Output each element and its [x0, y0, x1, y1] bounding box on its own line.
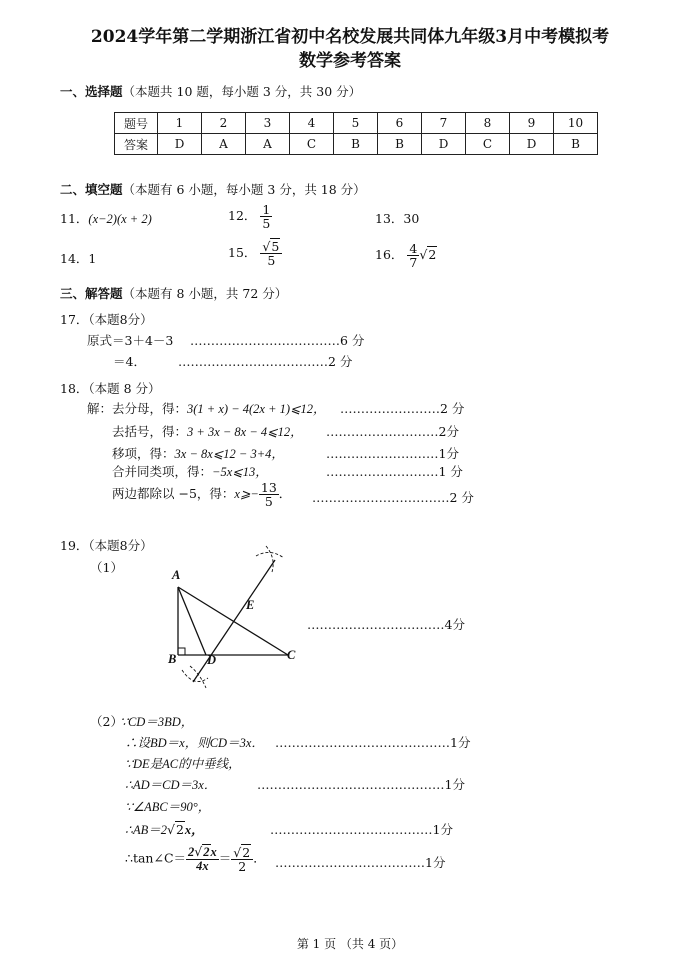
q17-line2: ＝4． — [113, 354, 146, 369]
q14-answer: 1 — [88, 251, 97, 266]
q16-den: 7 — [409, 255, 418, 271]
q11 — [60, 209, 152, 227]
q15-label: 15． — [228, 245, 257, 261]
q19-part2-line4: ∴AD＝CD＝3x． — [125, 778, 217, 792]
q19-line7-equals: ＝ — [218, 850, 232, 866]
q19-line7-den1: 4x — [196, 859, 209, 874]
q19-line6-radicand: 2 — [175, 822, 184, 837]
answer-cell: C — [466, 134, 510, 155]
q18-step1-prefix: 解：去分母，得： — [87, 401, 188, 416]
title-line-1: 2024学年第二学期浙江省初中名校发展共同体九年级3月中考模拟考 — [90, 27, 610, 47]
answer-cell: D — [510, 134, 554, 155]
q14-label: 14． — [60, 251, 89, 266]
q18-step3-prefix: 移项，得： — [112, 446, 175, 461]
q14 — [60, 249, 96, 267]
q19-line7-num1: 2√2x — [188, 844, 217, 859]
q19-line7-den2: 2 — [238, 858, 247, 874]
answer-table — [114, 112, 598, 155]
q19-part2-line5: ∵∠ABC＝90°， — [125, 800, 211, 814]
q18-step4 — [112, 462, 268, 480]
q16-label: 16． — [375, 247, 404, 263]
question-number: 5 — [334, 113, 378, 134]
q19-part2-label: （2） — [90, 714, 123, 729]
q19-geometry-figure — [160, 542, 310, 692]
segment-ad — [178, 587, 206, 655]
point-a-label: A — [172, 568, 181, 582]
q12-label: 12． — [228, 208, 257, 224]
q15-den: 5 — [267, 253, 276, 269]
construction-arc-top-1 — [256, 552, 284, 558]
question-number: 10 — [554, 113, 598, 134]
question-number: 6 — [378, 113, 422, 134]
point-b-label: B — [168, 652, 177, 666]
point-c-label: C — [287, 648, 296, 662]
question-number: 9 — [510, 113, 554, 134]
q18-step5-den: 5 — [264, 494, 273, 510]
q18-step4-score: ………………………1 分 — [326, 464, 463, 479]
question-number: 2 — [202, 113, 246, 134]
answer-cell: A — [202, 134, 246, 155]
answer-table-answer-row — [115, 134, 598, 155]
q19-part1-score: ……………………………4分 — [307, 617, 465, 632]
q13-label: 13． — [375, 211, 404, 226]
q15-num: √5 — [260, 240, 282, 254]
answer-cell: D — [422, 134, 466, 155]
q19-part2-line7 — [125, 845, 266, 873]
q17-line2-score: ………………………………2 分 — [178, 354, 353, 369]
q17-line1: 原式＝3＋4－3 — [87, 333, 174, 348]
q18-step5-fraction — [259, 481, 279, 508]
q19-line6-prefix: ∴AB＝2 — [125, 823, 167, 837]
q18-label: 18．（本题 8 分） — [60, 381, 161, 396]
answer-cell: B — [378, 134, 422, 155]
q18-step4-math: −5x⩽13， — [212, 465, 268, 479]
q19-line7-num-x: x — [210, 845, 217, 859]
q18-step2-math: 3 + 3x − 8x − 4⩽12， — [187, 425, 303, 439]
q12-fraction — [260, 203, 272, 230]
q18-step1-score: ……………………2 分 — [340, 401, 465, 416]
q16-sqrt: √2 — [419, 247, 437, 263]
q18-step4-prefix: 合并同类项，得： — [112, 464, 213, 479]
q15-fraction — [260, 240, 282, 267]
q19-line7-fraction2 — [231, 846, 253, 873]
q18-step5-score: ……………………………2 分 — [312, 490, 474, 505]
q12-num: 1 — [262, 202, 271, 217]
q16-num: 4 — [409, 241, 418, 256]
section3-note: （本题有 8 小题，共 72 分） — [122, 286, 288, 301]
q19-part2-line7-score: ………………………………1分 — [275, 855, 446, 870]
q19-line7-num-coef: 2 — [188, 845, 195, 859]
q16-radicand: 2 — [428, 247, 437, 263]
section1-heading-row — [60, 82, 361, 100]
q18-step3-math: 3x − 8x⩽12 − 3+4， — [174, 447, 284, 461]
q18-step2 — [112, 422, 303, 440]
construction-arc-bottom-2 — [190, 666, 206, 688]
title-line-2: 数学参考答案 — [299, 51, 401, 71]
q18-step2-score: ………………………2分 — [326, 424, 459, 439]
segment-ac — [178, 587, 288, 655]
q13 — [375, 209, 419, 227]
q17-line1-score: ………………………………6 分 — [190, 333, 365, 348]
q19-part2-line6 — [125, 820, 204, 838]
question-number: 1 — [158, 113, 202, 134]
question-number: 7 — [422, 113, 466, 134]
q18-step5-var: x⩾− — [234, 487, 259, 502]
answer-cell: D — [158, 134, 202, 155]
q19-part2-line6-score: …………………………………1分 — [270, 822, 453, 837]
q19-line7-num-radicand: 2 — [203, 845, 210, 859]
answer-cell: B — [334, 134, 378, 155]
q19-line7-fraction1 — [186, 845, 219, 873]
q19-part2-line4-score: ………………………………………1分 — [257, 777, 465, 792]
point-e-label: E — [246, 598, 255, 612]
question-number: 4 — [290, 113, 334, 134]
q12-den: 5 — [262, 216, 271, 232]
table-label-question: 题号 — [115, 113, 158, 134]
q17-label: 17．（本题8分） — [60, 312, 153, 327]
q15-radicand: 5 — [271, 239, 280, 254]
q19-line7-end: ． — [253, 850, 266, 866]
q18-step3-score: ………………………1分 — [326, 446, 459, 461]
q12 — [228, 203, 272, 230]
section2-heading-row — [60, 180, 366, 198]
section3-heading: 三、解答题 — [60, 286, 123, 301]
perpendicular-bisector-line — [193, 560, 275, 682]
q18-step5-num: 13 — [260, 480, 277, 495]
section3-heading-row — [60, 284, 287, 302]
q19-label: 19．（本题8分） — [60, 538, 153, 553]
q15 — [228, 240, 282, 267]
answer-cell: A — [246, 134, 290, 155]
table-label-answer: 答案 — [115, 134, 158, 155]
q18-step3 — [112, 444, 284, 462]
q19-line7-num2-radicand: 2 — [242, 844, 251, 860]
q19-line6-sqrt: √2 — [166, 822, 184, 837]
q18-step1-math: 3(1 + x) − 4(2x + 1)⩽12， — [187, 402, 326, 416]
section2-note: （本题有 6 小题，每小题 3 分，共 18 分） — [122, 182, 366, 197]
q11-label: 11． — [60, 211, 89, 226]
section2-heading: 二、填空题 — [60, 182, 123, 197]
q19-part2-line3: ∵DE是AC的中垂线， — [125, 757, 241, 771]
q13-answer: 30 — [403, 211, 420, 226]
q16-fraction — [407, 242, 419, 269]
q18-step5-end: ． — [278, 486, 292, 502]
question-number: 3 — [246, 113, 290, 134]
q18-step5 — [112, 481, 291, 508]
q18-step2-prefix: 去括号，得： — [112, 424, 188, 439]
q19-line7-num2: √2 — [231, 846, 253, 860]
q19-line6-suffix: x， — [184, 823, 204, 837]
answer-cell: C — [290, 134, 334, 155]
q19-part2-line1: ∵CD＝3BD， — [120, 715, 194, 729]
point-d-label: D — [207, 653, 217, 667]
q16 — [375, 242, 437, 269]
q19-part1-label: （1） — [90, 560, 123, 575]
right-angle-mark — [178, 648, 185, 655]
q19-part2-line2: ∴设BD＝x，则CD＝3x． — [125, 736, 264, 750]
q19-part2-line2-score: ……………………………………1分 — [275, 735, 471, 750]
q11-answer: (x−2)(x + 2) — [88, 212, 152, 226]
question-number: 8 — [466, 113, 510, 134]
answer-cell: B — [554, 134, 598, 155]
section1-heading: 一、选择题 — [60, 84, 123, 99]
page-footer: 第 1 页 （共 4 页） — [296, 937, 404, 951]
section1-note: （本题共 10 题，每小题 3 分，共 30 分） — [122, 84, 362, 99]
answer-table-number-row — [115, 113, 598, 134]
q18-step1 — [87, 399, 326, 417]
q18-step5-prefix: 两边都除以 −5，得： — [112, 486, 235, 502]
q19-line7-prefix: ∴tan∠C＝ — [125, 850, 187, 866]
